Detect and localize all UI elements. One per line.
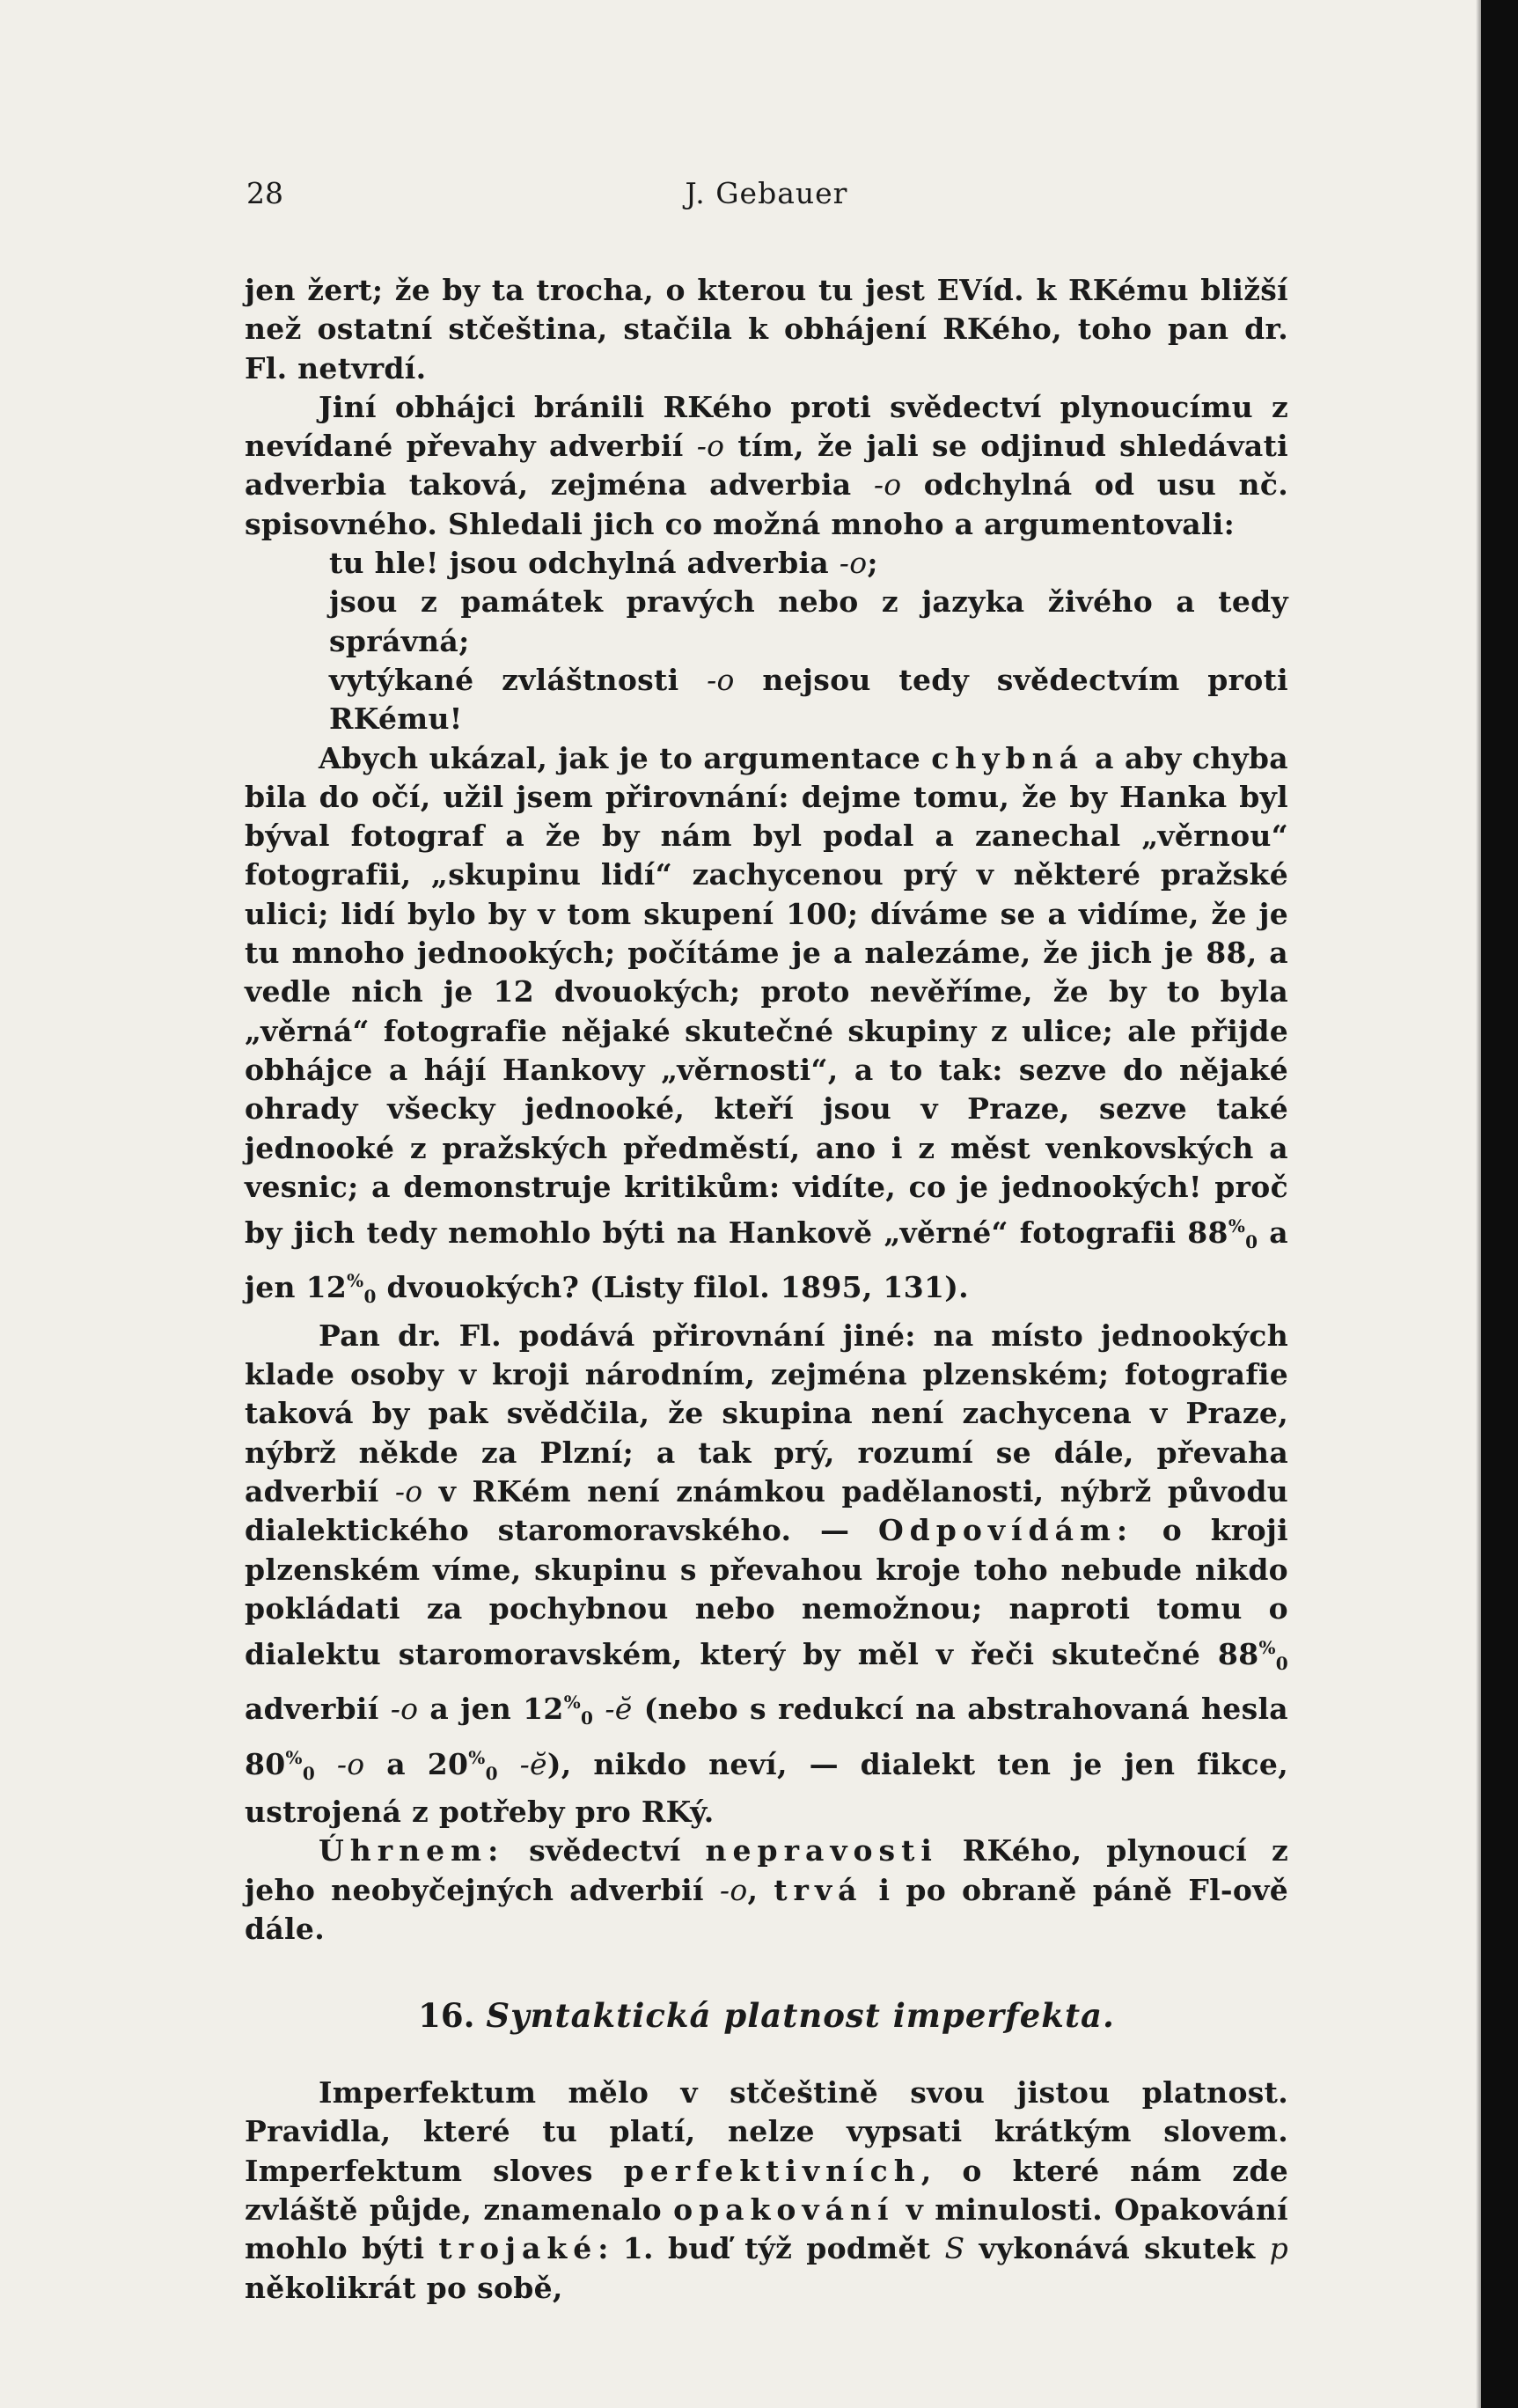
spaced-emphasis: perfektivních	[623, 2153, 921, 2188]
spaced-emphasis: trojaké	[438, 2231, 598, 2266]
paragraph-1: jen žert; že by ta trocha, o kterou tu jest EVíd. k RKému bližší než ostatní stčeština, stačila k obhájení RKého, toho pan dr. Fl. netvrdí.	[245, 273, 1288, 385]
section-heading	[245, 1996, 1288, 2035]
section-title: Syntaktická platnost imperfekta.	[486, 1996, 1115, 2036]
paragraph-3: Abych ukázal, jak je to argumentace chybná a aby chyba bila do očí, užil jsem přirovnání: dejme tomu, že by Hanka byl býval fotograf a že by nám byl podal a zanechal „věrnou“ fotografii, „skupinu lidí“ zachycenou prý v některé pražské ulici; lidí bylo by v tom skupení 100; díváme se a vidíme, že je tu mnoho jednookých; počítáme je a nalezáme, že jich je 88, a vedle nich je 12 dvouokých; proto nevěříme, že by to byla „věrná“ fotografie nějaké skutečné skupiny z ulice; ale přijde obhájce a hájí Hankovy „věrnosti“, a to tak: sezve do nějaké ohrady všecky jednooké, kteří jsou v Praze, sezve také jednooké z pražských předměstí, ano i z měst venkovských a vesnic; a demonstruje kritikům: vidíte, co je jednookých! proč by jich tedy nemohlo býti na Hankově „věrné“ fotografii $88^{\%}_0$ a jen $12^{\%}_0$ dvouokých? (Listy filol. 1895, 131).	[245, 740, 1288, 1308]
section-number: 16.	[418, 1996, 475, 2036]
spaced-emphasis: trvá	[774, 1872, 863, 1907]
paragraph-6: Imperfektum mělo v stčeštině svou jistou platnost. Pravidla, které tu platí, nelze vypsati krátkým slovem. Imperfektum sloves perfektivních, o které nám zde zvláště půjde, znamenalo opakování v minulosti. Opakování mohlo býti trojaké: 1. buď týž podmět S vykonává skutek p několikrát po sobě,	[245, 2075, 1288, 2305]
quote-line-3: vytýkané zvláštnosti -o nejsou tedy svědectvím proti RKému!	[329, 662, 1288, 737]
paragraph-5: Úhrnem: svědectví nepravosti RKého, plynoucí z jeho neobyčejných adverbií -o, trvá i po obraně páně Fl-ově dále.	[245, 1833, 1289, 1946]
spaced-emphasis: Úhrnem:	[319, 1833, 505, 1868]
quote-line-2: jsou z památek pravých nebo z jazyka živého a tedy správná;	[329, 584, 1288, 658]
spaced-emphasis: nepravosti	[705, 1833, 938, 1868]
page-number: 28	[246, 176, 283, 210]
spaced-emphasis: Odpovídám:	[877, 1513, 1134, 1548]
spaced-emphasis: chybná	[931, 740, 1084, 775]
scan-dark-edge	[1481, 0, 1518, 2408]
book-page	[245, 176, 1288, 2308]
running-title: J. Gebauer	[685, 176, 848, 210]
running-head	[245, 176, 1288, 229]
body-text	[245, 271, 1288, 2308]
quote-line-1: tu hle! jsou odchylná adverbia -o;	[329, 546, 878, 581]
paragraph-2: Jiní obhájci bránili RKého proti svědectví plynoucímu z nevídané převahy adverbií -o tím, že jali se odjinud shledávati adverbia taková, zejména adverbia -o odchylná od usu nč. spisovného. Shledali jich co možná mnoho a argumentovali:	[245, 389, 1288, 541]
paragraph-4: Pan dr. Fl. podává přirovnání jiné: na místo jednookých klade osoby v kroji národním, zejména plzenském; fotografie taková by pak svědčila, že skupina není zachycena v Praze, nýbrž někde za Plzní; a tak prý, rozumí se dále, převaha adverbií -o v RKém není známkou padělanosti, nýbrž původu dialektického staromoravského. — Odpovídám: o kroji plzenském víme, skupinu s převahou kroje toho nebude nikdo pokládati za pochybnou nebo nemožnou; naproti tomu o dialektu staromoravském, který by měl v řeči skutečné $88^{\%}_0$ adverbií -o a jen $12^{\%}_0$ -ĕ (nebo s redukcí na abstrahovaná hesla $80^{\%}_0$ -o a $20^{\%}_0$ -ĕ), nikdo neví, — dialekt ten je jen fikce, ustrojená z potřeby pro RKý.	[245, 1318, 1289, 1829]
spaced-emphasis: opakování	[673, 2192, 895, 2228]
